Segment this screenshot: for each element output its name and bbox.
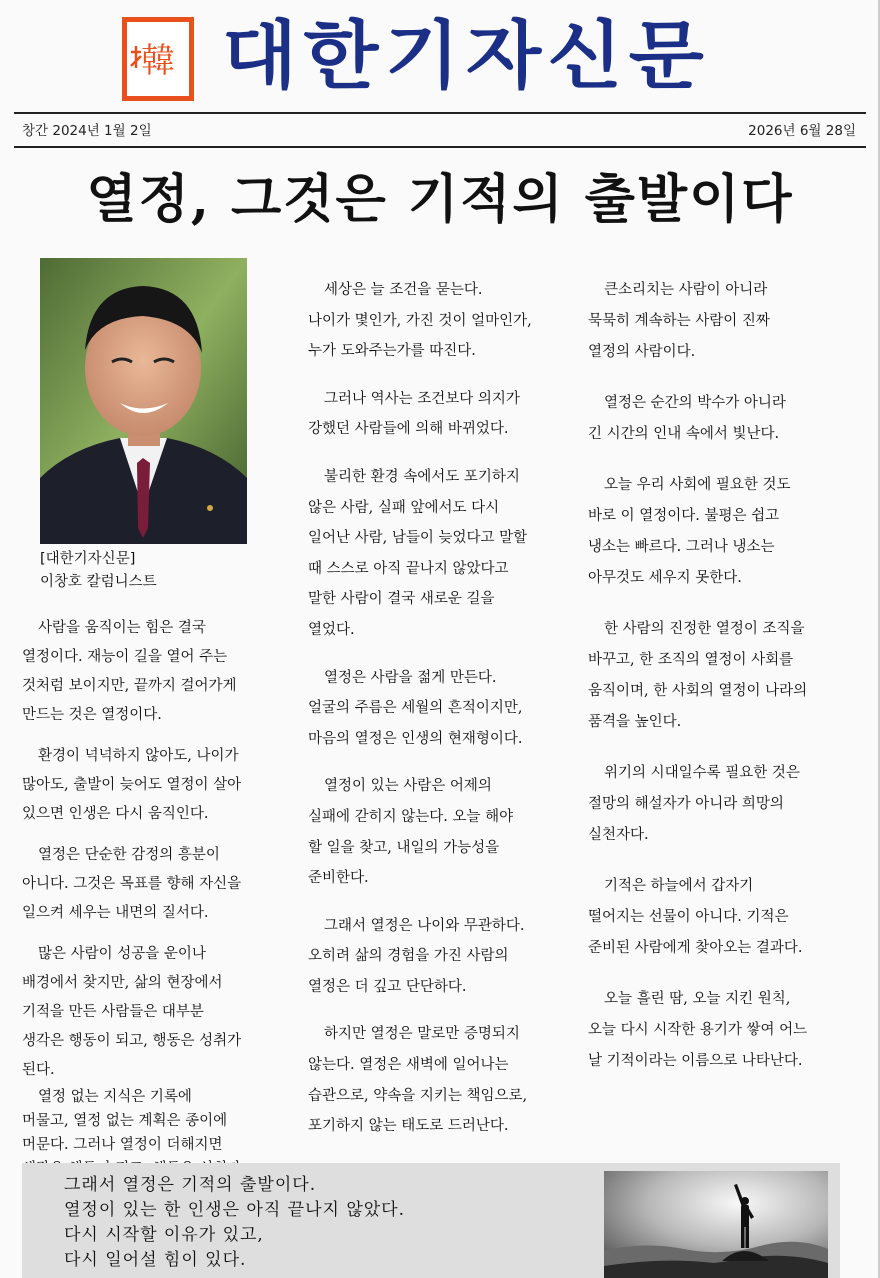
masthead-divider-top xyxy=(14,112,866,114)
byline-source: [대한기자신문] xyxy=(40,551,136,567)
newspaper-logo xyxy=(122,17,194,101)
closing-banner xyxy=(22,1163,840,1278)
paragraph: 열정 없는 지식은 기록에 머물고, 열정 없는 계획은 종이에 머문다. 그러나 열정이 더해지면 xyxy=(22,1089,228,1153)
paragraph: 한 사람의 진정한 열정이 조직을 바꾸고, 한 조직의 열정이 사회를 움직이며, 한 사회의 열정이 나라의 품격을 높인다. xyxy=(588,621,808,730)
paragraph: 환경이 넉넉하지 않아도, 나이가 많아도, 출발이 늦어도 열정이 살아 있으면 인생은 다시 움직인다. xyxy=(22,748,242,822)
banner-line: 다시 시작할 이유가 있고, xyxy=(64,1225,264,1245)
paragraph: 세상은 늘 조건을 묻는다. 나이가 몇인가, 가진 것이 얼마인가, 누가 도와주는가를 따진다. xyxy=(308,282,532,360)
paragraph: 큰소리치는 사람이 아니라 묵묵히 계속하는 사람이 진짜 열정의 사람이다. xyxy=(588,282,770,360)
paragraph: 열정이 있는 사람은 어제의 실패에 갇히지 않는다. 오늘 해야 할 일을 찾고, 내일의 가능성을 준비한다. xyxy=(308,778,514,887)
founded-date: 창간 2024년 1월 2일 xyxy=(22,123,152,139)
banner-line: 다시 일어설 힘이 있다. xyxy=(64,1250,247,1270)
seal-icon xyxy=(127,22,189,96)
banner-line: 그래서 열정은 기적의 출발이다. xyxy=(64,1175,317,1195)
paragraph: 기적은 하늘에서 갑자기 떨어지는 선물이 아니다. 기적은 준비된 사람에게 찾아오는 결과다. xyxy=(588,878,803,956)
article-column-3 xyxy=(588,275,844,1097)
dateline xyxy=(22,119,856,141)
byline xyxy=(40,548,260,594)
byline-author: 이창호 칼럼니스트 xyxy=(40,574,157,590)
paragraph: 사람을 움직이는 힘은 결국 열정이다. 재능이 길을 열어 주는 것처럼 보이지만, 끝까지 걸어가게 만드는 것은 열정이다. xyxy=(22,620,237,723)
paragraph: 많은 사람이 성공을 운이나 배경에서 찾지만, 삶의 현장에서 기적을 만든 사람들은 대부분 생각은 행동이 되고, 행동은 성취가 된다. xyxy=(22,946,242,1078)
article-column-1 xyxy=(22,614,278,1193)
paragraph: 위기의 시대일수록 필요한 것은 절망의 해설자가 아니라 희망의 실천자다. xyxy=(588,765,800,843)
paragraph: 오늘 흘린 땀, 오늘 지킨 원칙, 오늘 다시 시작한 용기가 쌓여 어느 날 기적이라는 이름으로 나타난다. xyxy=(588,991,808,1069)
paragraph: 불리한 환경 속에서도 포기하지 않은 사람, 실패 앞에서도 다시 일어난 사람, 남들이 늦었다고 말할 때 스스로 아직 끝나지 않았다고 말한 사람이 결국 새로운 길을 열었다. xyxy=(308,468,528,638)
banner-text xyxy=(64,1173,405,1273)
masthead xyxy=(0,0,880,112)
paragraph: 열정은 사람을 젊게 만든다. 얼굴의 주름은 세월의 흔적이지만, 마음의 열정은 인생의 현재형이다. xyxy=(308,669,523,747)
paragraph: 열정은 순간의 박수가 아니라 긴 시간의 인내 속에서 빛난다. xyxy=(588,395,786,442)
article-column-2 xyxy=(308,275,570,1159)
svg-text:韓: 韓 xyxy=(141,41,175,81)
paragraph: 열정은 단순한 감정의 흥분이 아니다. 그것은 목표를 향해 자신을 일으켜 세우는 내면의 질서다. xyxy=(22,847,242,921)
issue-date: 2026년 6월 28일 xyxy=(748,123,856,139)
paragraph: 그러나 역사는 조건보다 의지가 강했던 사람들에 의해 바뀌었다. xyxy=(308,390,520,438)
banner-line: 열정이 있는 한 인생은 아직 끝나지 않았다. xyxy=(64,1200,406,1220)
paragraph: 하지만 열정은 말로만 증명되지 않는다. 열정은 새벽에 일어나는 습관으로, 약속을 지키는 책임으로, 포기하지 않는 태도로 드러난다. xyxy=(308,1026,528,1135)
summit-silhouette-image xyxy=(604,1171,828,1278)
paragraph: 그래서 열정은 나이와 무관하다. 오히려 삶의 경험을 가진 사람의 열정은 더 깊고 단단하다. xyxy=(308,917,525,995)
paragraph: 오늘 우리 사회에 필요한 것도 바로 이 열정이다. 불평은 쉽고 냉소는 빠르다. 그러나 냉소는 아무것도 세우지 못한다. xyxy=(588,477,791,586)
headline: 열정, 그것은 기적의 출발이다 xyxy=(86,169,794,230)
columnist-photo xyxy=(40,258,247,544)
newspaper-name: 대한기자신문 xyxy=(222,13,711,99)
masthead-divider-bottom xyxy=(14,146,866,148)
